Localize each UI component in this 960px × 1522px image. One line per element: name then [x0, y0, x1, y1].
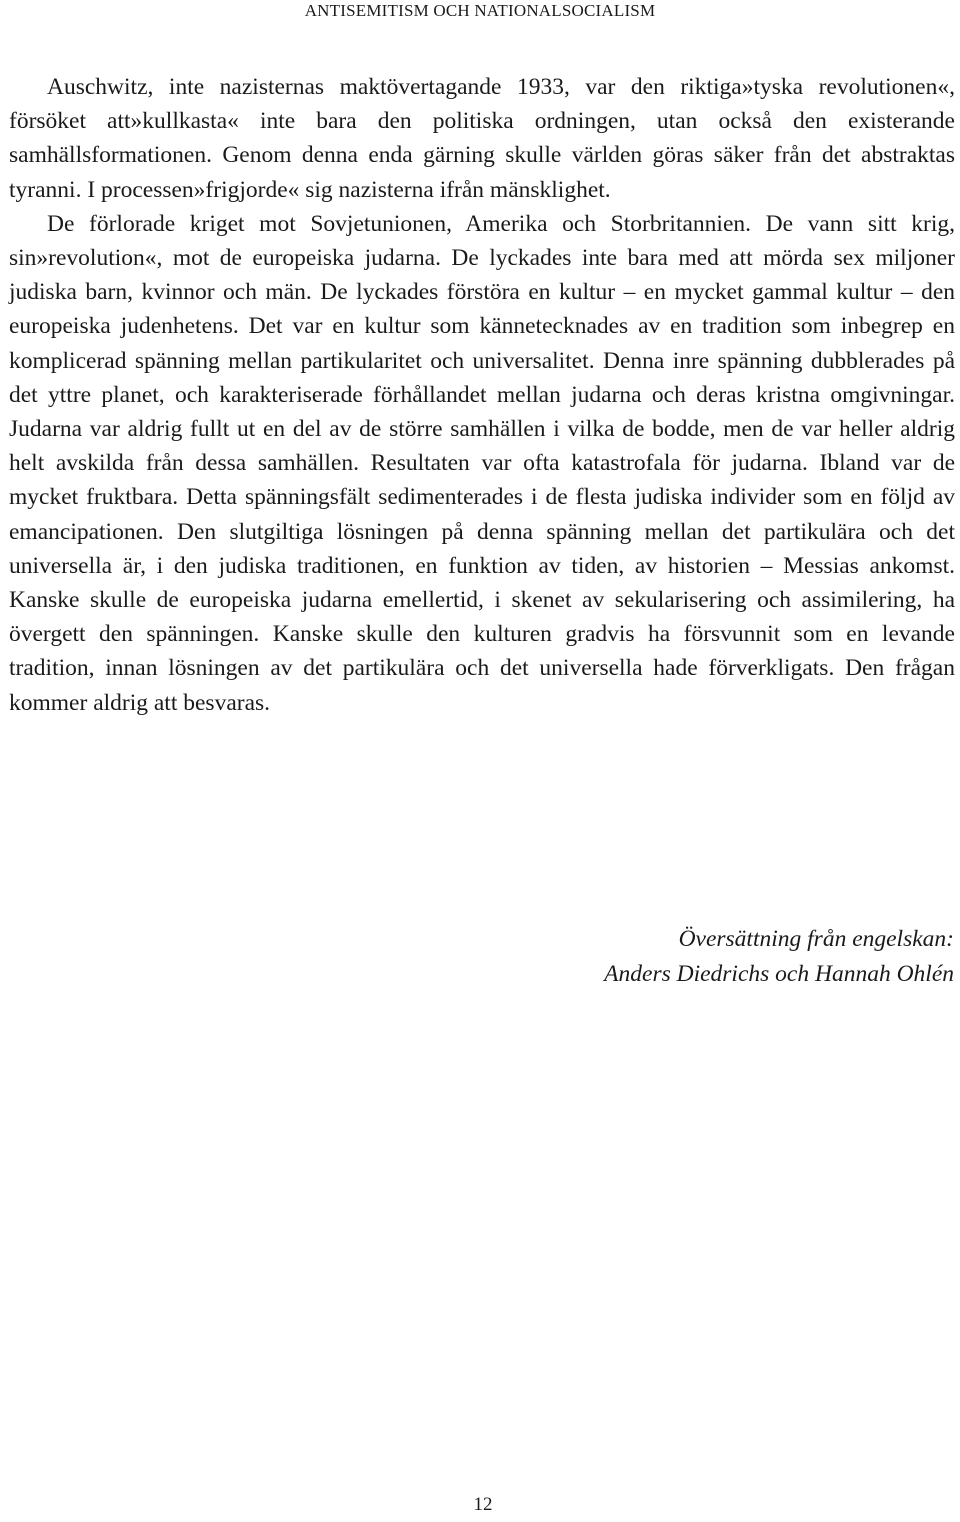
translation-credit-line: Översättning från engelskan:: [678, 926, 954, 952]
page-number: 12: [473, 1494, 493, 1515]
translator-names: Anders Diedrichs och Hannah Ohlén: [604, 961, 954, 987]
paragraph-2: De förlorade kriget mot Sovjetunionen, Amerika och Storbritannien. De vann sitt krig, sin»revolution«, mot de europeiska judarna. De lyckades inte bara med att mörda sex miljoner judiska barn, kvinnor och män. De lyckades förstöra en kultur – en mycket gammal kultur – den europeiska judenhetens. Det var en kultur som kännetecknades av en tradition som inbegrep en komplicerad spänning mellan partikularitet och universalitet. Denna inre spänning dubblerades på det yttre planet, och karakteriserade förhållandet mellan judarna och deras kristna omgivningar. Judarna var aldrig fullt ut en del av de större samhällen i vilka de bodde, men de var heller aldrig helt avskilda från dessa samhällen. Resultaten var ofta katastrofala för judarna. Ibland var de mycket fruktbara. Detta spänningsfält sedimenterades i de flesta judiska individer som en följd av emancipationen. Den slutgiltiga lösningen på denna spänning mellan det partikulära och det universella är, i den judiska traditionen, en funktion av tiden, av historien – Messias ankomst. Kanske skulle de europeiska judarna emellertid, i skenet av sekularisering och assimilering, ha övergett den spänningen. Kanske skulle den kulturen gradvis ha försvunnit som en levande tradition, innan lösningen av det partikulära och det universella hade förverkligats. Den frågan kommer aldrig att besvaras.: [9, 210, 955, 716]
article-body: [9, 70, 955, 720]
translation-credits: [604, 922, 954, 992]
running-head: ANTISEMITISM OCH NATIONALSOCIALISM: [304, 1, 656, 20]
paragraph-1: Auschwitz, inte nazisternas maktövertagande 1933, var den riktiga»tyska revolutionen«, försöket att»kullkasta« inte bara den politiska ordningen, utan också den existerande samhällsformationen. Genom denna enda gärning skulle världen göras säker från det abstraktas tyranni. I processen»frigjorde« sig nazisterna ifrån mänsklighet.: [9, 74, 955, 203]
